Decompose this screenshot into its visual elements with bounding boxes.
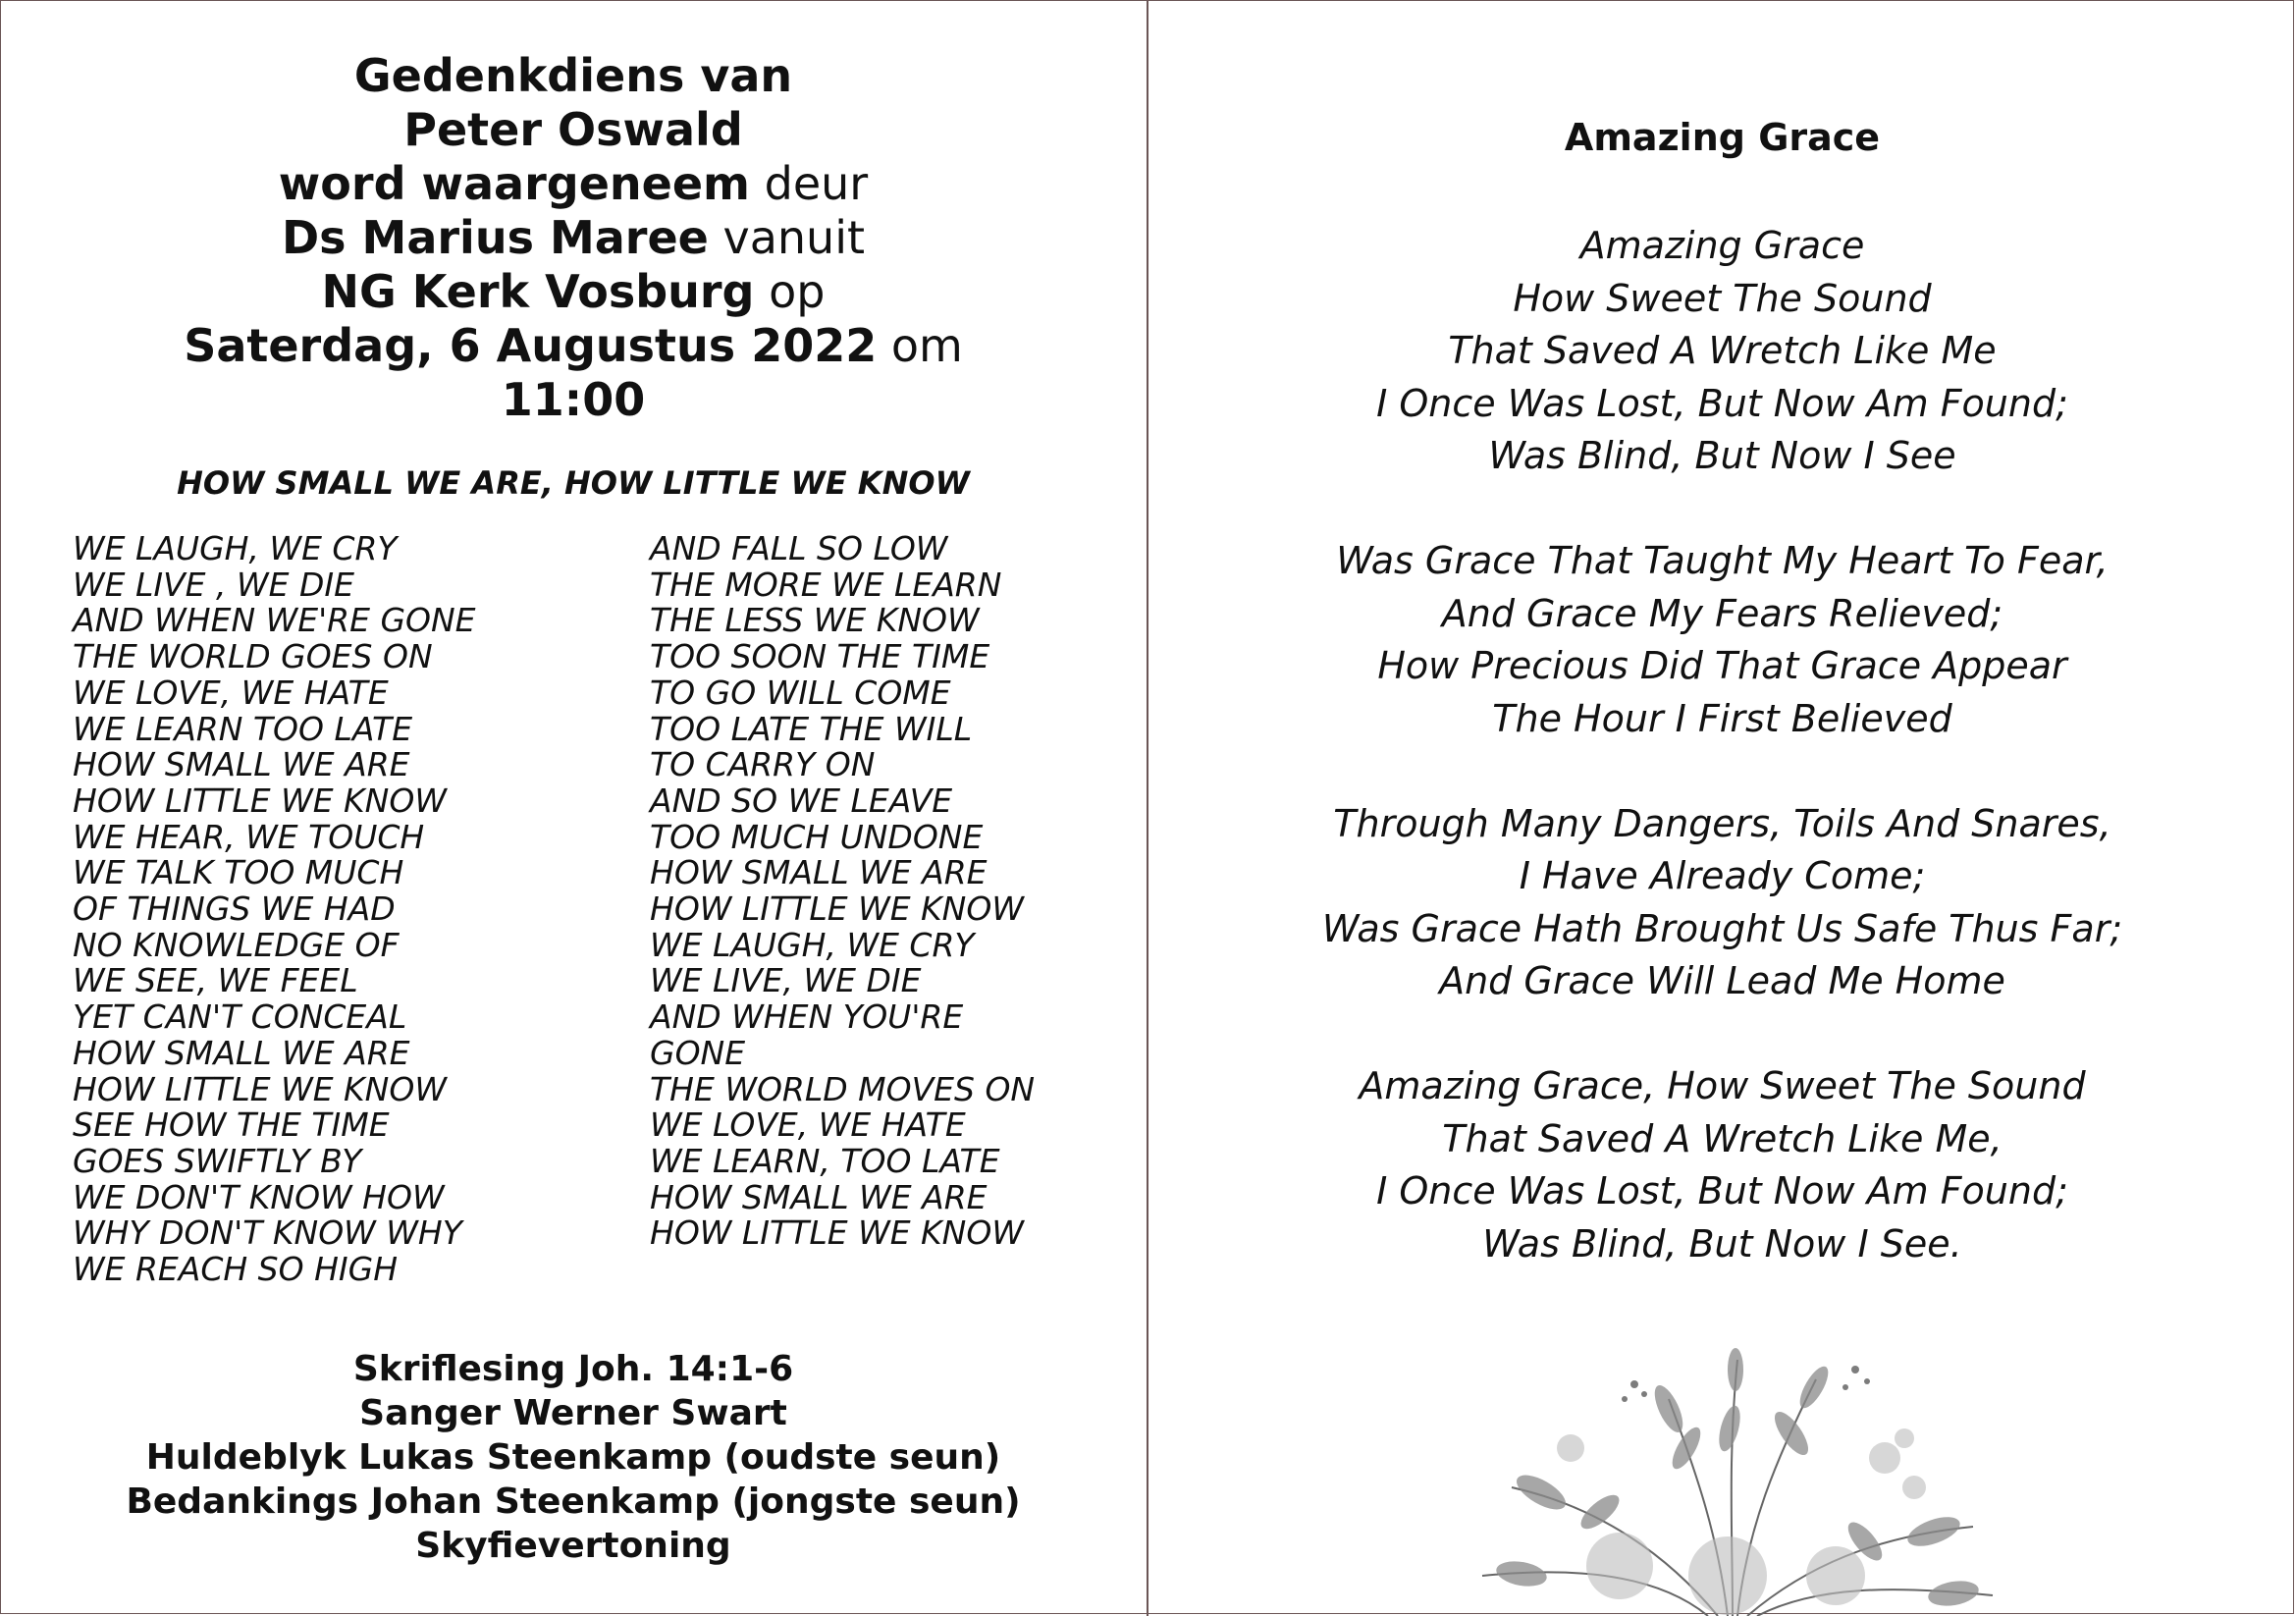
poem-line: WE LIVE, WE DIE: [650, 961, 922, 1000]
poem-line: GONE: [650, 1033, 746, 1072]
lyric-line: And Grace My Fears Relieved;: [1441, 591, 2003, 635]
lyric-line: How Sweet The Sound: [1513, 276, 1932, 320]
lyric-line: That Saved A Wretch Like Me,: [1442, 1116, 2002, 1160]
poem-line: TO CARRY ON: [650, 745, 876, 784]
poem-line: WE DON'T KNOW HOW: [73, 1177, 445, 1216]
poem-line: AND WHEN YOU'RE: [650, 997, 964, 1037]
poem-line: HOW SMALL WE ARE: [650, 1177, 988, 1216]
heading-line: 11:00: [501, 373, 646, 426]
poem-line: TOO SOON THE TIME: [650, 637, 990, 676]
poem-line: AND SO WE LEAVE: [650, 781, 953, 820]
poem-line: WE SEE, WE FEEL: [73, 961, 358, 1000]
program-item: Skriflesing Joh. 14:1-6: [352, 1349, 794, 1389]
poem-line: WE LAUGH, WE CRY: [650, 925, 975, 964]
right-page: [1148, 0, 2296, 1616]
program-item: Bedankings Johan Steenkamp (jongste seun): [126, 1481, 1021, 1522]
song-stanza: [1148, 535, 2296, 745]
poem-line: THE WORLD GOES ON: [73, 637, 433, 676]
lyric-line: Amazing Grace: [1579, 224, 1865, 267]
lyric-line: The Hour I First Believed: [1492, 696, 1952, 740]
poem-line: TOO MUCH UNDONE: [650, 817, 984, 856]
poem-line: SEE HOW THE TIME: [73, 1105, 390, 1145]
poem-line: HOW LITTLE WE KNOW: [73, 781, 447, 820]
memorial-heading: [59, 49, 1088, 427]
poem-line: THE WORLD MOVES ON: [650, 1069, 1036, 1108]
lyric-line: Was Blind, But Now I See.: [1482, 1221, 1962, 1266]
poem-line: NO KNOWLEDGE OF: [73, 925, 400, 964]
poem-line: WE LIVE , WE DIE: [73, 565, 354, 604]
poem-line: WE LOVE, WE HATE: [650, 1105, 966, 1145]
program-item: Huldeblyk Lukas Steenkamp (oudste seun): [145, 1437, 1001, 1478]
heading-line: Ds Marius Maree vanuit: [281, 211, 866, 264]
lyric-line: I Once Was Lost, But Now Am Found;: [1376, 1169, 2068, 1212]
poem-line: HOW LITTLE WE KNOW: [650, 1213, 1024, 1253]
lyric-line: Amazing Grace, How Sweet The Sound: [1359, 1064, 2086, 1107]
lyric-line: That Saved A Wretch Like Me: [1448, 329, 1997, 372]
lyric-line: I Once Was Lost, But Now Am Found;: [1376, 381, 2068, 425]
song-lyrics: [1148, 220, 2296, 1323]
poem-line: AND FALL SO LOW: [650, 529, 948, 567]
poem-column-2: [650, 531, 1121, 1252]
lyric-line: Through Many Dangers, Toils And Snares,: [1333, 801, 2111, 845]
poem-line: GOES SWIFTLY BY: [73, 1141, 362, 1180]
poem-line: THE LESS WE KNOW: [650, 601, 980, 640]
poem-title: HOW SMALL WE ARE, HOW LITTLE WE KNOW: [177, 464, 970, 502]
poem-line: YET CAN'T CONCEAL: [73, 997, 407, 1037]
song-stanza: [1148, 1060, 2296, 1270]
heading-line: Peter Oswald: [403, 103, 743, 156]
poem-line: TOO LATE THE WILL: [650, 709, 973, 748]
poem-column-1: [73, 531, 622, 1288]
poem-line: WE TALK TOO MUCH: [73, 853, 404, 892]
program-item: Sanger Werner Swart: [359, 1393, 787, 1433]
song-stanza: [1148, 798, 2296, 1008]
poem-line: WE LOVE, WE HATE: [73, 673, 389, 712]
poem-line: TO GO WILL COME: [650, 673, 951, 712]
poem-line: HOW SMALL WE ARE: [73, 1033, 410, 1072]
song-title: Amazing Grace: [1564, 116, 1881, 159]
service-program: [59, 1347, 1088, 1568]
heading-line: Saterdag, 6 Augustus 2022 om: [184, 319, 963, 372]
heading-line: word waargeneem deur: [278, 157, 869, 210]
left-page: [0, 0, 1147, 1616]
poem-line: HOW SMALL WE ARE: [650, 853, 988, 892]
lyric-line: Was Grace That Taught My Heart To Fear,: [1336, 539, 2109, 582]
lyric-line: I Have Already Come;: [1519, 854, 1926, 897]
poem-line: AND WHEN WE'RE GONE: [73, 601, 476, 640]
lyric-line: And Grace Will Lead Me Home: [1439, 959, 2005, 1002]
poem-line: WHY DON'T KNOW WHY: [73, 1213, 462, 1253]
poem-line: HOW SMALL WE ARE: [73, 745, 410, 784]
lyric-line: Was Grace Hath Brought Us Safe Thus Far;: [1321, 906, 2123, 950]
poem-line: HOW LITTLE WE KNOW: [650, 889, 1024, 929]
poem-line: OF THINGS WE HAD: [73, 889, 396, 929]
lyric-line: Was Blind, But Now I See: [1488, 434, 1956, 477]
poem-line: THE MORE WE LEARN: [650, 565, 1002, 604]
poem-line: WE REACH SO HIGH: [73, 1250, 399, 1289]
heading-line: Gedenkdiens van: [353, 49, 793, 102]
poem-line: WE LEARN TOO LATE: [73, 709, 413, 748]
heading-line: NG Kerk Vosburg op: [321, 265, 826, 318]
poem-line: WE LEARN, TOO LATE: [650, 1141, 1000, 1180]
poem-line: HOW LITTLE WE KNOW: [73, 1069, 447, 1108]
watercolor-flowers-icon: [1423, 1340, 2032, 1616]
poem-line: WE HEAR, WE TOUCH: [73, 817, 425, 856]
program-item: Skyfievertoning: [415, 1526, 731, 1566]
song-stanza: [1148, 220, 2296, 483]
poem-line: WE LAUGH, WE CRY: [73, 529, 398, 567]
lyric-line: How Precious Did That Grace Appear: [1377, 644, 2067, 687]
